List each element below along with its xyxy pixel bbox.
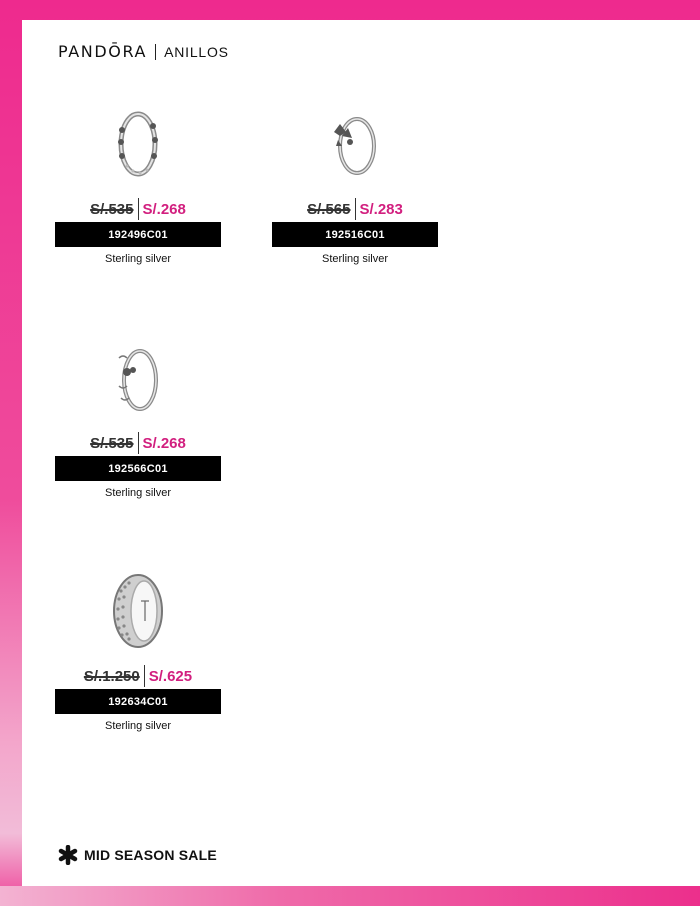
page-header bbox=[58, 42, 229, 61]
price-divider bbox=[138, 432, 139, 454]
sale-price: S/.268 bbox=[142, 434, 186, 452]
material-label: Sterling silver bbox=[104, 720, 172, 732]
brand-logo: PANDŌRA bbox=[58, 42, 148, 61]
ring-image bbox=[99, 96, 177, 192]
product-card[interactable] bbox=[272, 96, 438, 296]
price-row bbox=[55, 664, 221, 688]
original-price: S/.535 bbox=[90, 434, 134, 452]
material-label: Sterling silver bbox=[104, 487, 172, 499]
pink-frame-bottom bbox=[0, 886, 700, 906]
original-price: S/.565 bbox=[307, 200, 351, 218]
material-label: Sterling silver bbox=[104, 253, 172, 265]
header-divider bbox=[155, 44, 156, 60]
product-card[interactable] bbox=[55, 563, 221, 763]
sale-price: S/.625 bbox=[148, 667, 193, 685]
price-row bbox=[272, 197, 438, 221]
ring-image bbox=[99, 563, 177, 659]
sku-label: 192566C01 bbox=[55, 456, 221, 481]
product-card[interactable] bbox=[55, 330, 221, 530]
sku-label: 192496C01 bbox=[55, 222, 221, 247]
sale-banner-text: MID SEASON SALE bbox=[84, 847, 217, 863]
sale-price: S/.268 bbox=[142, 200, 186, 218]
sku-label: 192516C01 bbox=[272, 222, 438, 247]
sale-price: S/.283 bbox=[359, 200, 403, 218]
original-price: S/.1.250 bbox=[83, 667, 140, 685]
section-title: ANILLOS bbox=[164, 43, 229, 60]
catalog-page bbox=[22, 20, 700, 886]
asterisk-icon bbox=[58, 845, 78, 865]
ring-image bbox=[316, 96, 394, 192]
sku-label: 192634C01 bbox=[55, 689, 221, 714]
price-row bbox=[55, 431, 221, 455]
price-divider bbox=[138, 198, 139, 220]
original-price: S/.535 bbox=[90, 200, 134, 218]
product-card[interactable] bbox=[55, 96, 221, 296]
price-divider bbox=[144, 665, 145, 687]
page-footer bbox=[58, 845, 217, 865]
material-label: Sterling silver bbox=[321, 253, 389, 265]
ring-image bbox=[99, 330, 177, 426]
price-row bbox=[55, 197, 221, 221]
price-divider bbox=[355, 198, 356, 220]
